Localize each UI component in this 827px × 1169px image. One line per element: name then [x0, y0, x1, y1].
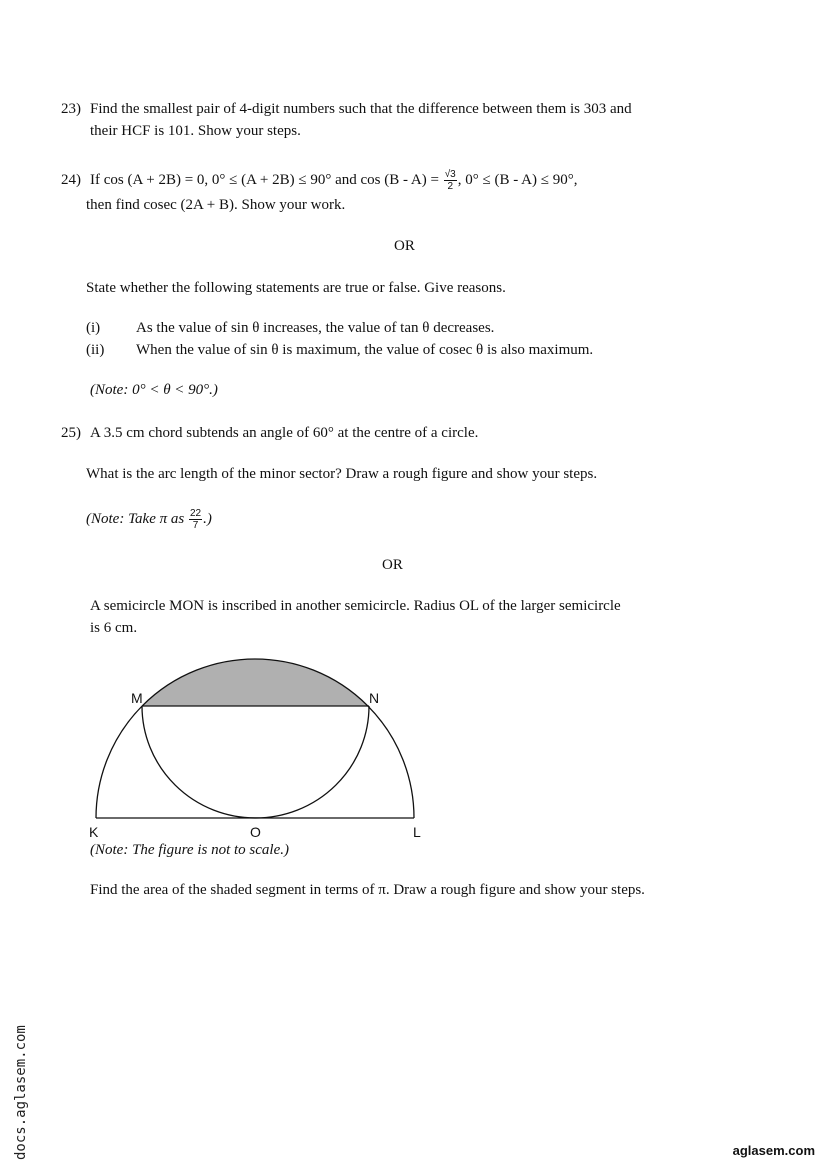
q24-text-line1: [90, 164, 577, 196]
side-watermark: docs.aglasem.com: [13, 1025, 29, 1160]
q25-note-pre: (Note: Take π as: [86, 511, 188, 527]
q24-number: 24): [61, 172, 81, 188]
q25-note-fraction: [189, 508, 202, 531]
q25-alt-line1: A semicircle MON is inscribed in another semicircle. Radius OL of the larger semicircle: [90, 598, 621, 614]
q24-part2: , 0° ≤ (B - A) ≤ 90°,: [457, 172, 578, 188]
inner-semicircle-arc: [142, 706, 369, 818]
q24-statement-2-label: (ii): [86, 342, 105, 358]
q24-statement-2-text: When the value of sin θ is maximum, the value of cosec θ is also maximum.: [136, 342, 594, 358]
figure-note: (Note: The figure is not to scale.): [90, 842, 289, 858]
q25-final-question: Find the area of the shaded segment in terms of π. Draw a rough figure and show your steps.: [90, 882, 645, 898]
q24-fraction: [444, 169, 457, 192]
q23-text-line1: Find the smallest pair of 4-digit numbers such that the difference between them is 303 and: [90, 101, 632, 117]
q25-number: 25): [61, 425, 81, 441]
q24-statement-1-text: As the value of sin θ increases, the value of tan θ decreases.: [136, 320, 495, 336]
semicircle-figure: [88, 655, 428, 845]
q24-alt-intro: State whether the following statements are true or false. Give reasons.: [86, 280, 506, 296]
label-m: M: [131, 690, 143, 706]
q24-statement-1-label: (i): [86, 320, 101, 336]
q25-text-line1: A 3.5 cm chord subtends an angle of 60° at the centre of a circle.: [90, 425, 479, 441]
q24-or: OR: [394, 238, 415, 254]
q25-alt-line2: is 6 cm.: [90, 620, 138, 636]
q24-frac-den: 2: [447, 181, 453, 193]
q24-frac-num: √3: [444, 169, 456, 181]
q24-part1: If cos (A + 2B) = 0, 0° ≤ (A + 2B) ≤ 90° and cos (B - A) =: [90, 172, 439, 188]
label-n: N: [369, 690, 380, 706]
q24-note: (Note: 0° < θ < 90°.): [90, 382, 218, 398]
label-k: K: [89, 824, 99, 840]
brand-footer: aglasem.com: [732, 1143, 815, 1158]
q25-text-line2: What is the arc length of the minor sector? Draw a rough figure and show your steps.: [86, 466, 598, 482]
q23-number: 23): [61, 101, 81, 117]
q25-or: OR: [382, 557, 403, 573]
q24-text-line2: then find cosec (2A + B). Show your work.: [86, 197, 346, 213]
q23-text-line2: their HCF is 101. Show your steps.: [90, 123, 301, 139]
q25-note-post: .): [203, 511, 212, 527]
q25-note: [86, 503, 212, 535]
q25-note-num: 22: [189, 508, 202, 520]
label-o: O: [250, 824, 261, 840]
label-l: L: [413, 824, 421, 840]
q25-note-den: 7: [192, 520, 199, 532]
